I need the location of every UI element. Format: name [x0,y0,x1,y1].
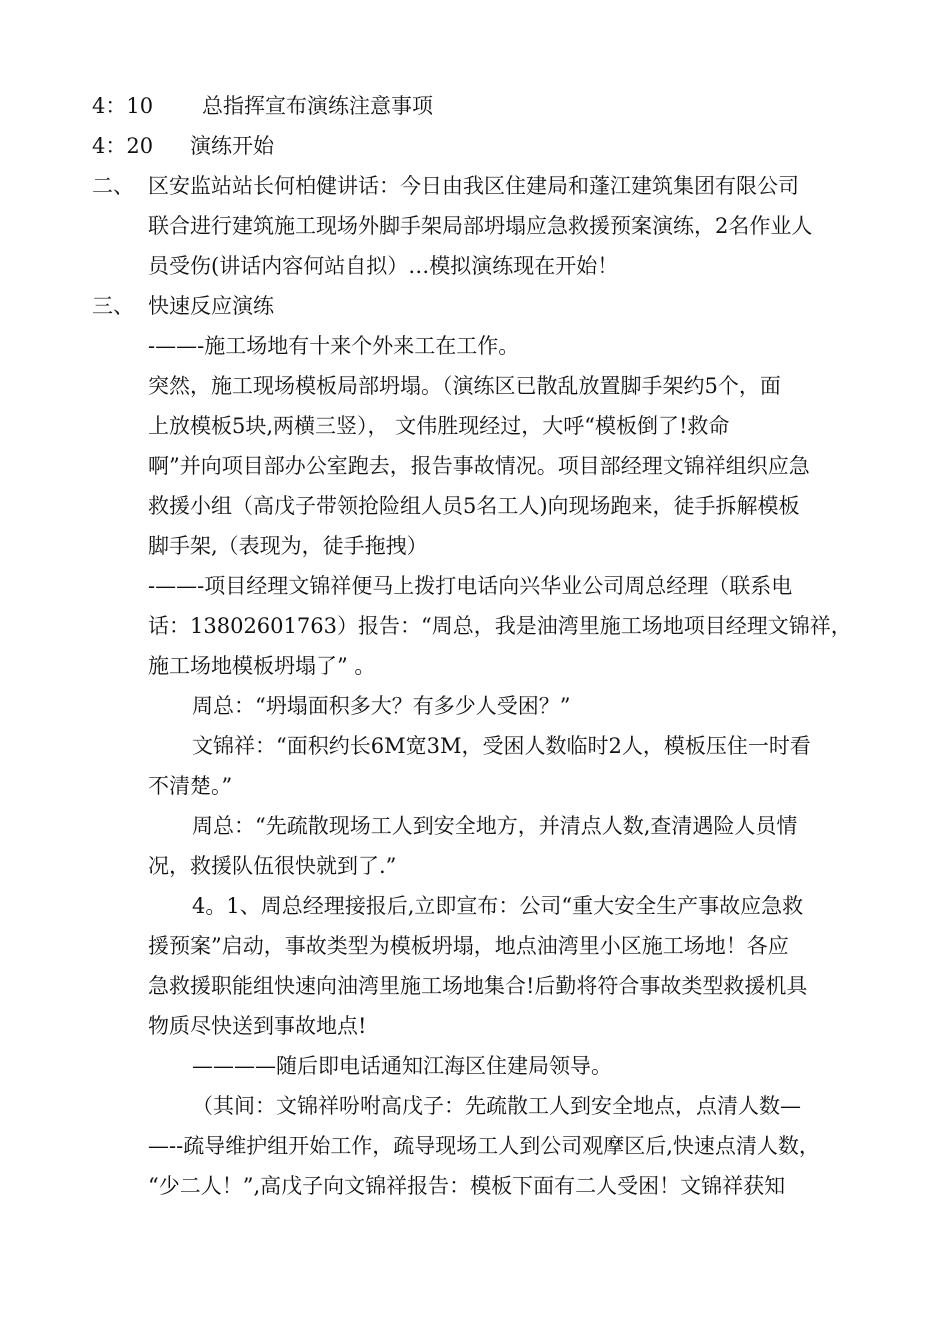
paragraph-line: 急救援职能组快速向油湾里施工场地集合!后勤将符合事故类型救援机具 [148,974,808,998]
paragraph-line: -——-项目经理文锦祥便马上拨打电话向兴华业公司周总经理（联系电 [148,574,793,598]
paragraph-line: 况，救援队伍很快就到了.” [148,854,397,878]
paragraph-line: 物质尽快送到事故地点! [148,1014,367,1038]
section-marker: 二、 [92,174,134,198]
paragraph-line: “少二人！”,高戊子向文锦祥报告：模板下面有二人受困！文锦祥获知 [148,1174,786,1198]
paragraph-line: -——-施工场地有十来个外来工在工作。 [148,334,520,358]
schedule-time: 4：20 [92,134,154,158]
schedule-text: 总指挥宣布演练注意事项 [202,94,433,118]
dialogue-line: 文锦祥：“面积约长6M宽3M，受困人数临时2人，模板压住一时看 [192,734,811,758]
paragraph-line: 4。1、周总经理接报后,立即宣布：公司“重大安全生产事故应急救 [192,894,804,918]
paragraph-line: —--疏导维护组开始工作，疏导现场工人到公司观摩区后,快速点清人数， [148,1134,820,1158]
paragraph-line: 员受伤(讲话内容何站自拟）…模拟演练现在开始！ [148,254,619,278]
paragraph-line: 啊”并向项目部办公室跑去，报告事故情况。项目部经理文锦祥组织应急 [148,454,810,478]
section-title: 快速反应演练 [148,294,274,318]
schedule-text: 演练开始 [190,134,274,158]
dialogue-line: 周总：“先疏散现场工人到安全地方，并清点人数,查清遇险人员情 [192,814,798,838]
paragraph-line: 脚手架,（表现为，徒手拖拽） [148,534,428,558]
paragraph-line: 话：13802601763）报告：“周总，我是油湾里施工场地项目经理文锦祥， [148,614,852,638]
paragraph-line: 援预案”启动，事故类型为模板坍塌，地点油湾里小区施工场地！各应 [148,934,789,958]
paragraph-line: 区安监站站长何柏健讲话：今日由我区住建局和蓬江建筑集团有限公司 [148,174,799,198]
paragraph-line: 联合进行建筑施工现场外脚手架局部坍塌应急救援预案演练，2名作业人 [148,214,813,238]
paragraph-line: 上放模板5块,两横三竖）， 文伟胜现经过，大呼“模板倒了!救命 [148,414,730,438]
schedule-time: 4：10 [92,94,154,118]
dialogue-line: 周总：“坍塌面积多大？有多少人受困？” [192,694,571,718]
section-marker: 三、 [92,294,134,318]
paragraph-line: 救援小组（高戊子带领抢险组人员5名工人)向现场跑来，徒手拆解模板 [148,494,800,518]
paragraph-line: （其间：文锦祥吩咐高戊子：先疏散工人到安全地点，点清人数— [192,1094,801,1118]
paragraph-line: 不清楚。” [148,774,233,798]
paragraph-line: 突然，施工现场模板局部坍塌。（演练区已散乱放置脚手架约5个，面 [148,374,781,398]
paragraph-line: 施工场地模板坍塌了” 。 [148,654,376,678]
paragraph-line: ————随后即电话通知江海区住建局领导。 [192,1054,612,1078]
